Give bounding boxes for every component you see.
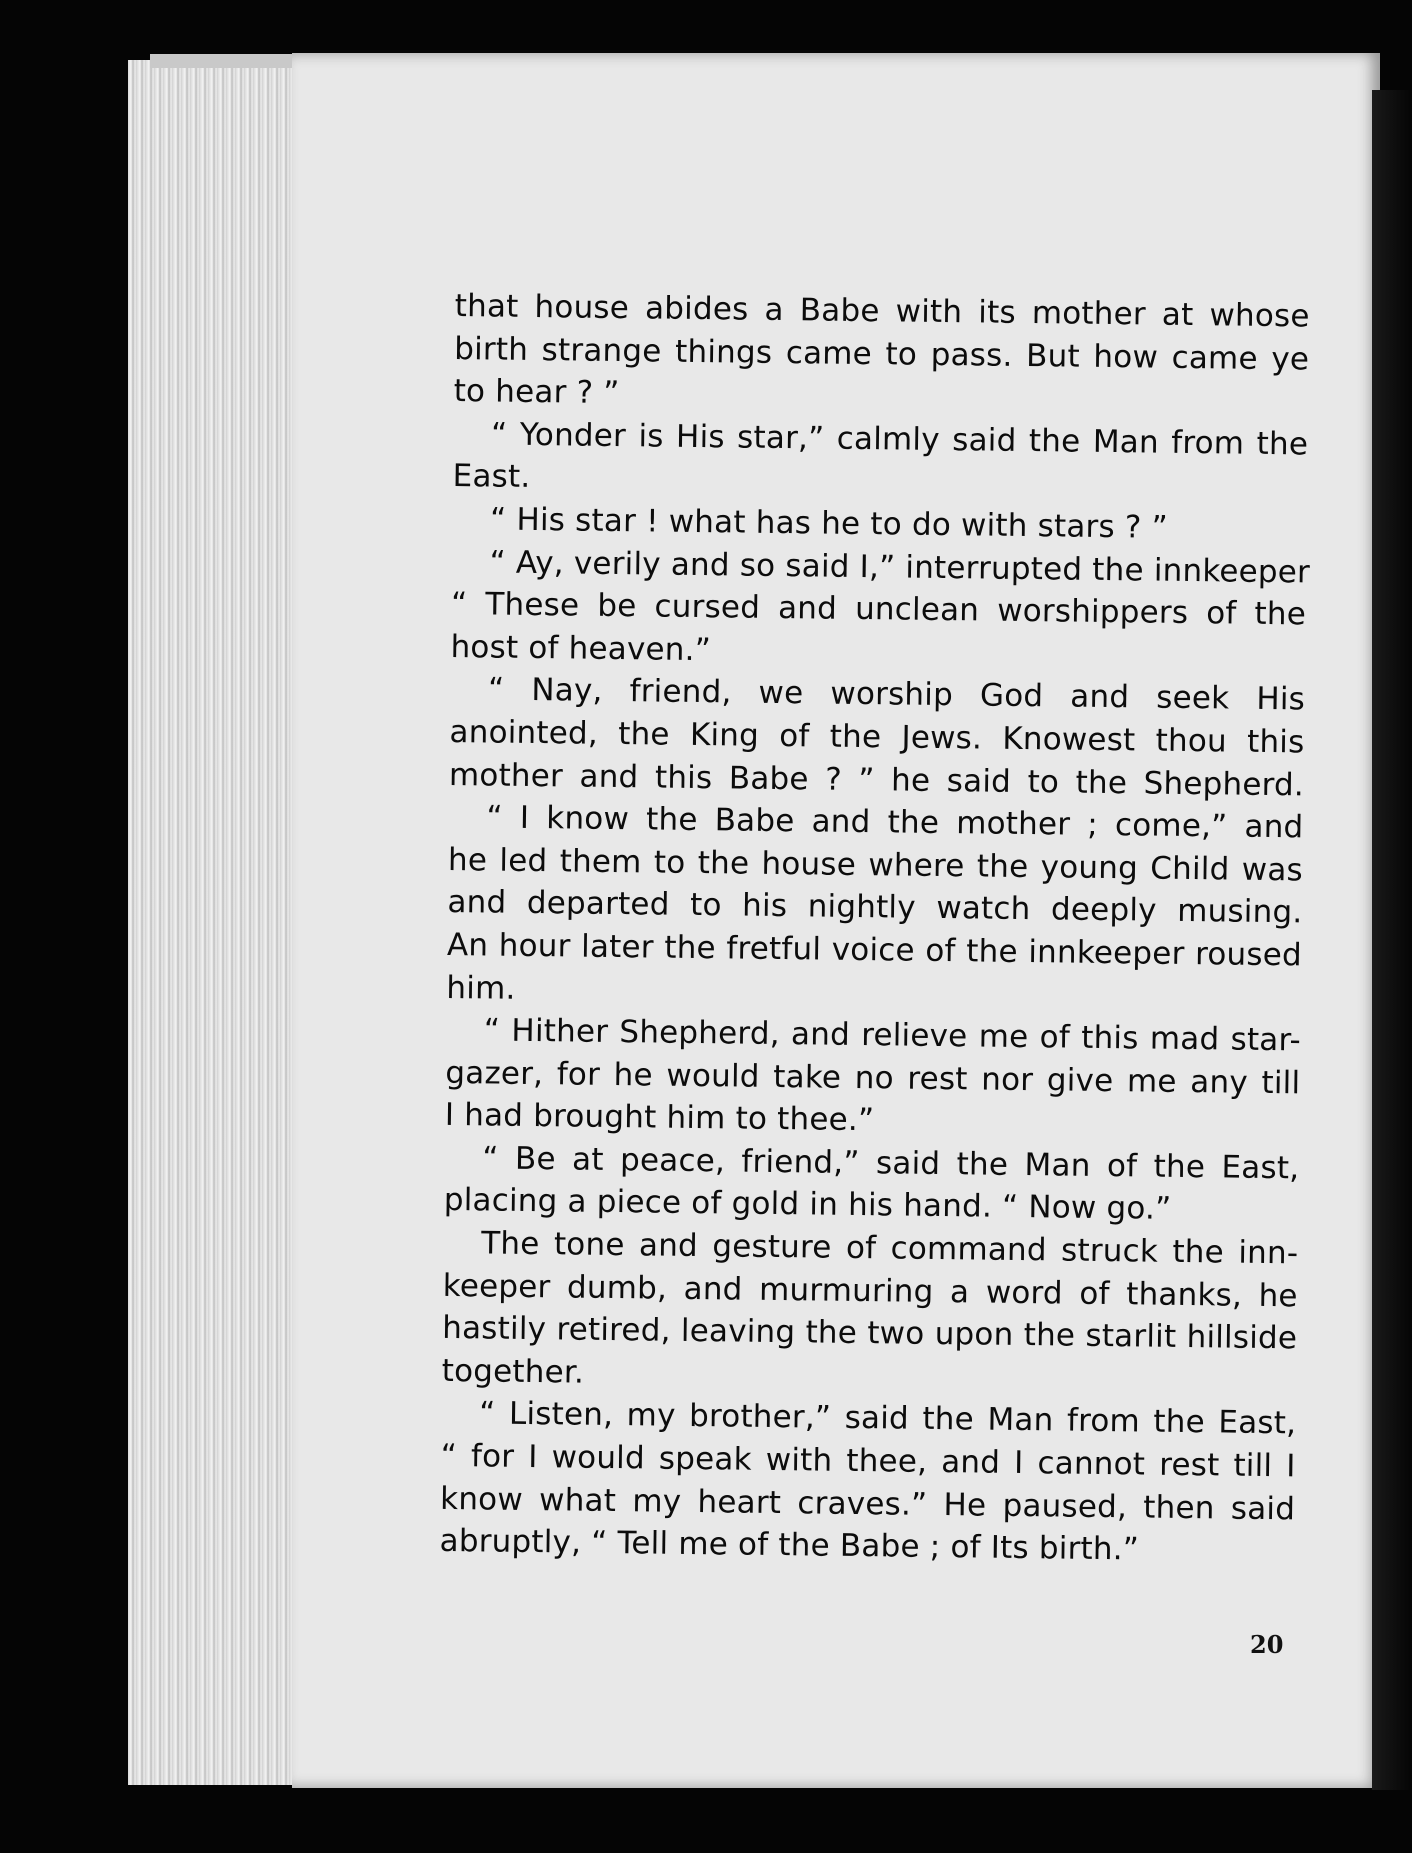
text-line: placing a piece of gold in his hand. “ Now go.”: [443, 1182, 1172, 1228]
text-line: The tone and gesture of command struck the inn-: [481, 1225, 1299, 1272]
page-number: 20: [1250, 1630, 1284, 1659]
text-line: mother and this Babe ? ” he said to the Shepherd.: [448, 756, 1305, 803]
text-line: “ I know the Babe and the mother ; come,” and: [486, 799, 1304, 846]
text-line: “ These be cursed and unclean worshippers of the: [450, 586, 1307, 633]
text-line: host of heaven.”: [450, 628, 712, 668]
text-line: keeper dumb, and murmuring a word of thanks, he: [442, 1267, 1298, 1315]
text-line: hastily retired, leaving the two upon the starlit hillside: [442, 1310, 1298, 1357]
text-line: and departed to his nightly watch deeply musing.: [447, 884, 1303, 931]
binding-shadow: [1372, 90, 1412, 1790]
page-edges: [128, 60, 308, 1785]
text-line: “ for I would speak with thee, and I cannot rest till I: [440, 1437, 1296, 1485]
text-line: gazer, for he would take no rest nor give me any till: [445, 1054, 1301, 1102]
text-line: “ Nay, friend, we worship God and seek His: [487, 671, 1306, 718]
text-line: “ Hither Shepherd, and relieve me of this mad star-: [483, 1012, 1302, 1059]
text-line: “ Yonder is His star,” calmly said the Man from the: [490, 416, 1309, 463]
text-line: anointed, the King of the Jews. Knowest thou this: [449, 713, 1305, 761]
text-line: to hear ? ”: [453, 373, 620, 412]
text-line: that house abides a Babe with its mother at whose: [454, 287, 1310, 335]
text-line: East.: [452, 458, 531, 496]
text-line: abruptly, “ Tell me of the Babe ; of Its birth.”: [439, 1523, 1140, 1568]
text-line: “ Ay, verily and so said I,” interrupted the innkeeper: [489, 544, 1311, 591]
text-line: An hour later the fretful voice of the innkeeper roused: [446, 926, 1303, 974]
text-line: know what my heart craves.” He paused, then said: [439, 1480, 1296, 1527]
text-line: together.: [441, 1352, 585, 1391]
text-line: “ Listen, my brother,” said the Man from the East,: [478, 1395, 1297, 1442]
text-line: him.: [446, 969, 516, 1007]
text-line: he led them to the house where the young Child was: [447, 841, 1304, 889]
text-line: “ Be at peace, friend,” said the Man of the East,: [482, 1140, 1300, 1187]
body-text: [439, 285, 1310, 1573]
text-line: I had brought him to thee.”: [444, 1097, 875, 1139]
text-line: “ His star ! what has he to do with stars ? ”: [489, 501, 1169, 546]
text-line: birth strange things came to pass. But how came ye: [454, 330, 1310, 378]
